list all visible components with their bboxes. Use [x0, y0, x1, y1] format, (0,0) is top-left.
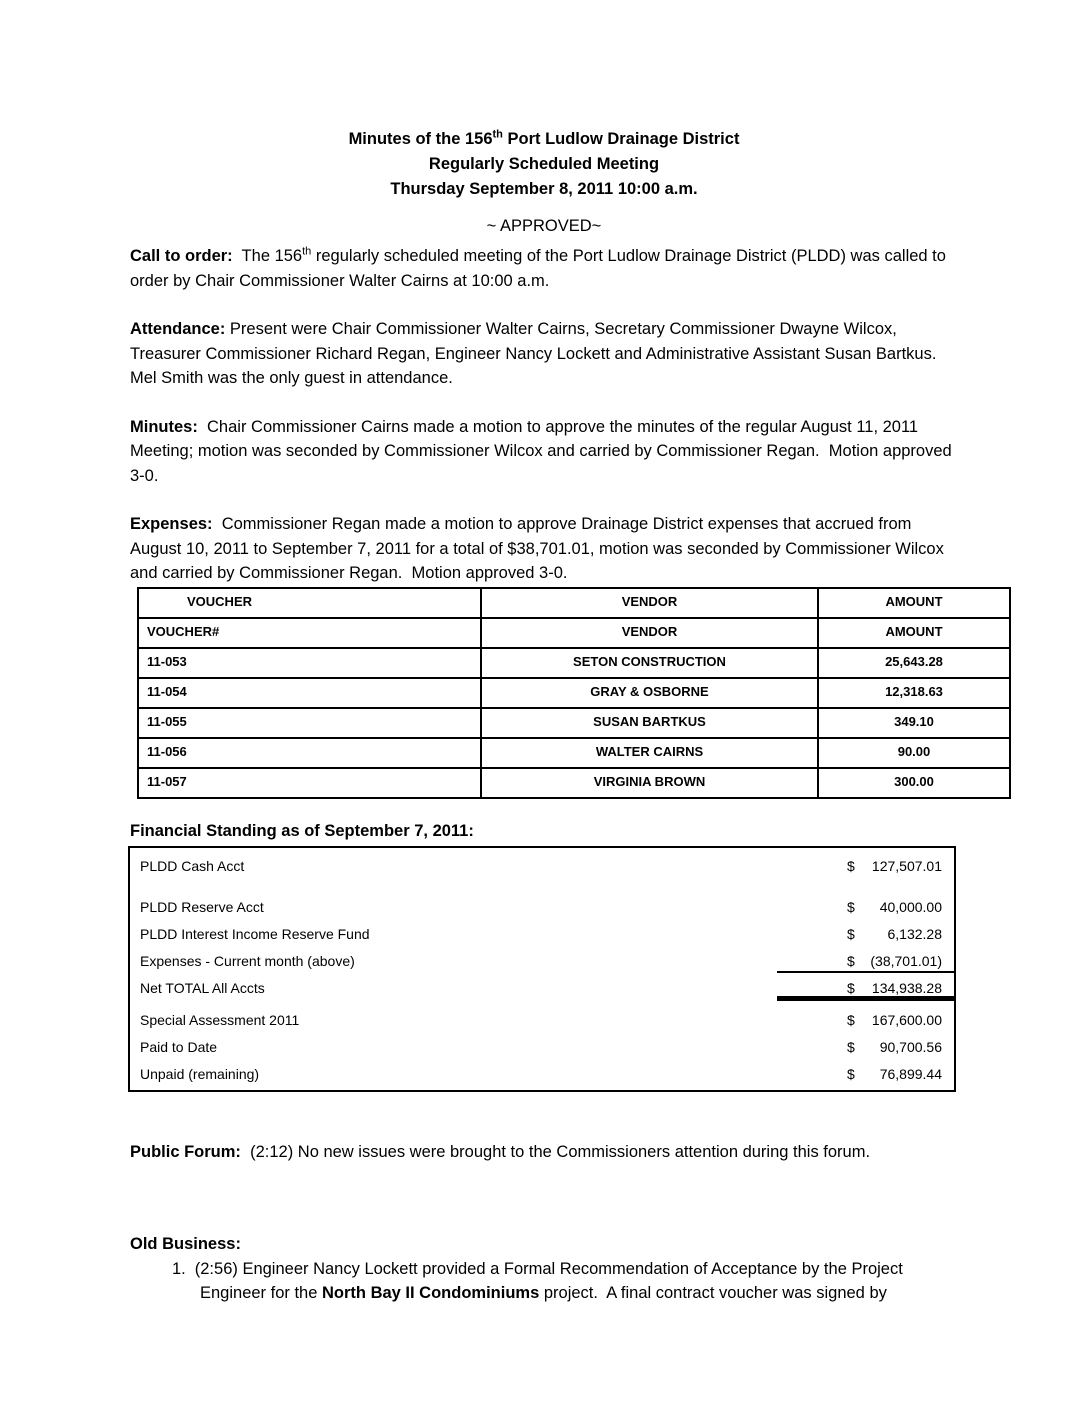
- financial-row: [140, 1007, 954, 1034]
- old-business-label: Old Business:: [130, 1235, 241, 1253]
- vendor-header-cell: VENDOR: [481, 588, 818, 618]
- vendor-cell: GRAY & OSBORNE: [481, 678, 818, 708]
- para-expenses: [130, 512, 958, 586]
- expenses-label: Expenses:: [130, 515, 213, 533]
- table-row: [138, 648, 1010, 678]
- financial-amount: [777, 921, 954, 948]
- dollar-sign: $: [847, 925, 855, 942]
- financial-row: [140, 921, 954, 948]
- title-line-1: [130, 127, 958, 152]
- dollar-sign: $: [847, 1065, 855, 1082]
- vendor-cell: VIRGINIA BROWN: [481, 768, 818, 798]
- document-content: [130, 0, 958, 1306]
- financial-standing-heading: Financial Standing as of September 7, 2011:: [130, 821, 474, 840]
- vendor-cell: SUSAN BARTKUS: [481, 708, 818, 738]
- para-public-forum: [130, 1140, 958, 1165]
- table-row: [138, 738, 1010, 768]
- vendor-cell: WALTER CAIRNS: [481, 738, 818, 768]
- minutes-text: Chair Commissioner Cairns made a motion to approve the minutes of the regular August 11, 2011 Meeting; motion was seconded by Commissioner Wilcox and carried by Commissioner Regan. Motion approved 3-0.: [130, 417, 957, 485]
- old-business-item-text: (2:56) Engineer Nancy Lockett provided a Formal Recommendation of Acceptance by the Project Engineer for the: [194, 1259, 908, 1302]
- voucher-subheader-cell: VOUCHER#: [138, 618, 481, 648]
- title-line-2: Regularly Scheduled Meeting: [428, 155, 660, 173]
- list-item-number: 1.: [172, 1259, 186, 1278]
- call-to-order-label: Call to order:: [130, 247, 233, 265]
- financial-value: 6,132.28: [887, 925, 942, 942]
- dollar-sign: $: [847, 898, 855, 915]
- title-line-1-text: Minutes of the 156: [348, 130, 493, 148]
- amount-cell: 12,318.63: [818, 678, 1010, 708]
- voucher-header-cell: VOUCHER: [138, 588, 481, 618]
- vendor-subheader-cell: VENDOR: [481, 618, 818, 648]
- table-row: [138, 708, 1010, 738]
- dollar-sign: $: [847, 857, 855, 874]
- call-to-order-superscript: th: [302, 245, 312, 258]
- financial-amount: [777, 1034, 954, 1061]
- para-attendance: [130, 317, 958, 391]
- voucher-cell: 11-056: [138, 738, 481, 768]
- dollar-sign: $: [847, 1011, 855, 1028]
- financial-amount: [777, 1061, 954, 1088]
- amount-cell: 90.00: [818, 738, 1010, 768]
- expenses-voucher-table: [137, 587, 1011, 799]
- amount-cell: 349.10: [818, 708, 1010, 738]
- approved-stamp: ~ APPROVED~: [486, 217, 602, 235]
- financial-amount: [777, 1007, 954, 1034]
- financial-amount: [777, 894, 954, 921]
- public-forum-label: Public Forum:: [130, 1142, 241, 1161]
- financial-row: [140, 853, 954, 880]
- voucher-table-subheader-row: [138, 618, 1010, 648]
- financial-amount: [777, 975, 954, 1001]
- para-call-to-order: [130, 244, 958, 293]
- financial-value: 167,600.00: [871, 1011, 942, 1028]
- financial-amount: [777, 948, 954, 973]
- financial-value: 76,899.44: [879, 1065, 942, 1082]
- amount-cell: 300.00: [818, 768, 1010, 798]
- amount-header-cell: AMOUNT: [818, 588, 1010, 618]
- call-to-order-text-rest: regularly scheduled meeting of the Port Ludlow Drainage District (PLDD) was called to order by Chair Commissioner Walter Cairns at 10:00 a.m.: [130, 247, 951, 290]
- financial-value: 40,000.00: [879, 898, 942, 915]
- voucher-table-header-row: [138, 588, 1010, 618]
- financial-amount: [777, 853, 954, 880]
- financial-row: [140, 1061, 954, 1088]
- financial-label: Unpaid (remaining): [140, 1065, 260, 1082]
- old-business-item-bold: North Bay II Condominiums: [322, 1284, 540, 1302]
- table-row: [138, 678, 1010, 708]
- financial-label: PLDD Reserve Acct: [140, 898, 264, 915]
- financial-label: PLDD Interest Income Reserve Fund: [140, 925, 370, 942]
- voucher-cell: 11-057: [138, 768, 481, 798]
- public-forum-text: (2:12) No new issues were brought to the Commissioners attention during this forum.: [240, 1142, 871, 1161]
- title-line-3: Thursday September 8, 2011 10:00 a.m.: [390, 180, 698, 198]
- vendor-cell: SETON CONSTRUCTION: [481, 648, 818, 678]
- old-business-heading: [130, 1232, 958, 1257]
- title-line-1-rest: Port Ludlow Drainage District: [502, 130, 740, 148]
- financial-row-expenses: [140, 948, 954, 975]
- dollar-sign: $: [847, 952, 855, 969]
- attendance-text: Present were Chair Commissioner Walter Cairns, Secretary Commissioner Dwayne Wilcox, Treasurer Commissioner Richard Regan, Engineer Nancy Lockett and Administrative Assistant Susan Bartkus. Mel Smith was the only guest in attendance.: [130, 320, 951, 387]
- financial-label: Net TOTAL All Accts: [140, 979, 265, 996]
- amount-subheader-cell: AMOUNT: [818, 618, 1010, 648]
- amount-cell: 25,643.28: [818, 648, 1010, 678]
- voucher-cell: 11-055: [138, 708, 481, 738]
- voucher-cell: 11-053: [138, 648, 481, 678]
- financial-label: Special Assessment 2011: [140, 1011, 300, 1028]
- dollar-sign: $: [847, 1038, 855, 1055]
- table-row: [138, 768, 1010, 798]
- financial-value: (38,701.01): [870, 952, 942, 969]
- call-to-order-text: The 156: [232, 247, 303, 265]
- dollar-sign: $: [847, 979, 855, 996]
- title-superscript: th: [492, 128, 503, 141]
- attendance-label: Attendance:: [130, 320, 226, 338]
- document-title: [130, 0, 958, 202]
- financial-row: [140, 1034, 954, 1061]
- financial-value: 127,507.01: [871, 857, 942, 874]
- financial-value: 90,700.56: [879, 1038, 942, 1055]
- minutes-label: Minutes:: [130, 417, 198, 436]
- financial-label: Paid to Date: [140, 1038, 218, 1055]
- financial-label: Expenses - Current month (above): [140, 952, 355, 969]
- financial-value: 134,938.28: [871, 979, 942, 996]
- voucher-cell: 11-054: [138, 678, 481, 708]
- financial-row: [140, 894, 954, 921]
- para-minutes: [130, 415, 958, 489]
- financial-row-net-total: [140, 975, 954, 1002]
- old-business-item-1: [172, 1257, 958, 1306]
- financial-label: PLDD Cash Acct: [140, 857, 245, 874]
- financial-standing-table: [128, 846, 956, 1092]
- expenses-text: Commissioner Regan made a motion to approve Drainage District expenses that accrued from August 10, 2011 to September 7, 2011 for a total of $38,701.01, motion was seconded by Commissioner Wilcox and carried by Commissioner Regan. Motion approved 3-0.: [130, 515, 949, 582]
- old-business-item-text-rest: project. A final contract voucher was signed by: [539, 1284, 887, 1302]
